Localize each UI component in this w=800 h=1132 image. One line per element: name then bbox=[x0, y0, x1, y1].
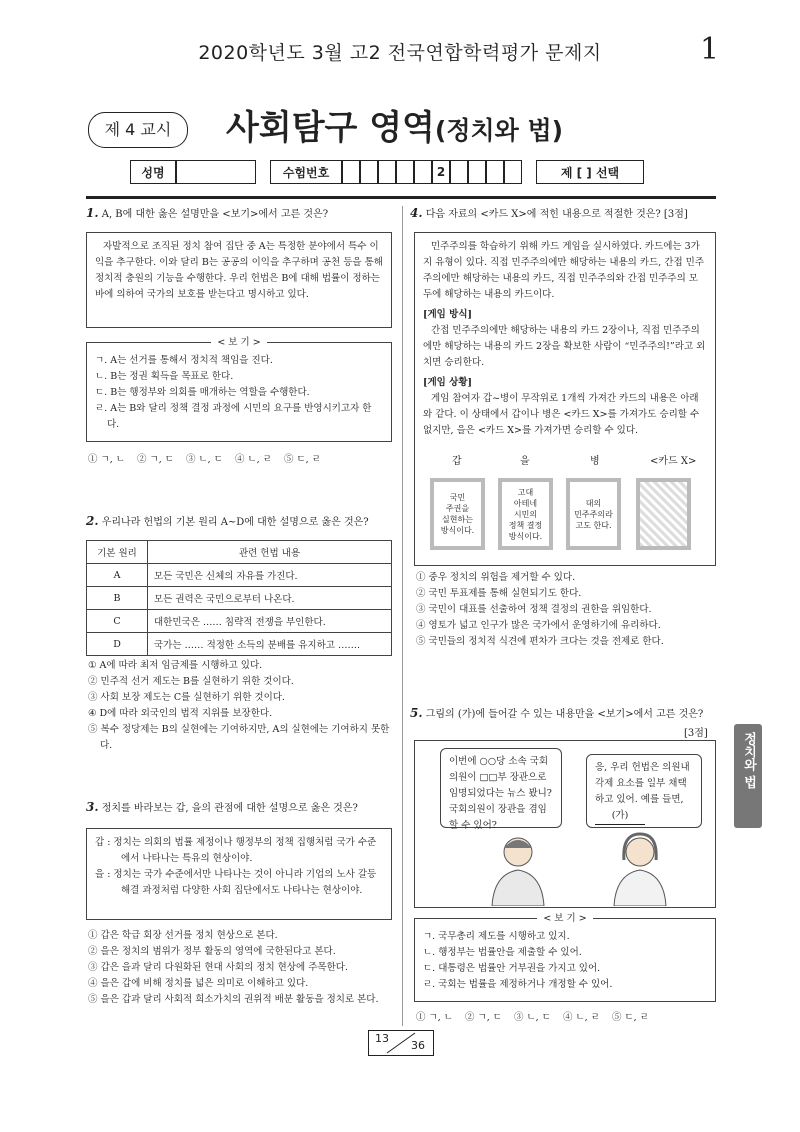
exam-no-box: 2 bbox=[432, 160, 450, 184]
blank-ga: (가) bbox=[595, 808, 645, 825]
exam-no-box[interactable] bbox=[414, 160, 432, 184]
table-row bbox=[87, 587, 392, 610]
q3-statement: 갑 : 정치는 의회의 법률 제정이나 행정부의 정책 집행처럼 국가 수준에서 나타나는 특유의 현상이야. bbox=[95, 837, 377, 864]
q5-stem bbox=[410, 706, 720, 722]
q4-options bbox=[416, 570, 718, 650]
q3-options bbox=[88, 928, 394, 1008]
q4-situation: 게임 참여자 갑~병이 무작위로 1개씩 가져간 카드의 내용은 아래와 같다. 이 상태에서 갑이나 병은 <카드 X>를 가져가도 승리할 수 없지만, 을은 <카드 X>를 가져가면 승리할 수 있다. bbox=[423, 393, 700, 436]
q2-table bbox=[86, 540, 392, 656]
q1-passage: 자발적으로 조직된 정치 참여 집단 중 A는 특정한 분야에서 특수 이익을 추구한다. 이와 달리 B는 공공의 이익을 추구하며 공천 등을 통해 정치적 충원의 기능을 수행한다. 우리 헌법은 B에 대해 법률이 정하는 바에 의하여 국가의 보호를 받는다고 명시하고 있다. bbox=[86, 232, 392, 328]
q1-bogi-label: < 보 기 > bbox=[211, 337, 266, 348]
name-field[interactable] bbox=[176, 160, 256, 184]
q5-stem-text: 그림의 (가)에 들어갈 수 있는 내용만을 <보기>에서 고른 것은? bbox=[425, 709, 704, 720]
column-divider bbox=[402, 206, 403, 1026]
card-eul: 고대 아테네 시민의 정책 결정 방식이다. bbox=[498, 478, 553, 550]
q5-bogi bbox=[414, 913, 716, 1002]
q4-rule-title: [게임 방식] bbox=[423, 309, 473, 320]
q1-options[interactable]: ① ㄱ, ㄴ ② ㄱ, ㄷ ③ ㄴ, ㄷ ④ ㄴ, ㄹ ⑤ ㄷ, ㄹ bbox=[88, 454, 321, 465]
q4-intro: 민주주의를 학습하기 위해 카드 게임을 실시하였다. 카드에는 3가지 유형이 있다. 직접 민주주의에만 해당하는 내용의 카드, 간접 민주주의에만 해당하는 내용의 카드, 직접 민주주의와 간접 민주주의 모두에 해당하는 내용의 카드이다. bbox=[423, 241, 704, 300]
table-cell: A bbox=[87, 564, 148, 587]
q1-number: 1. bbox=[86, 206, 99, 220]
option-item[interactable]: ③ 사회 보장 제도는 C를 실현하기 위한 것이다. bbox=[88, 692, 285, 703]
period-badge: 제 4 교시 bbox=[88, 112, 188, 148]
q5-bogi-item: ㄷ. 대통령은 법률안 거부권을 가지고 있어. bbox=[423, 963, 601, 974]
page-counter bbox=[368, 1030, 434, 1056]
q3-stem-text: 정치를 바라보는 갑, 을의 관점에 대한 설명으로 옳은 것은? bbox=[101, 803, 358, 814]
option-item[interactable]: ① 갑은 학급 회장 선거를 정치 현상으로 본다. bbox=[88, 930, 278, 941]
table-cell: B bbox=[87, 587, 148, 610]
q5-bogi-item: ㄹ. 국회는 법률을 제정하거나 개정할 수 있어. bbox=[423, 979, 613, 990]
exam-title: 2020학년도 3월 고2 전국연합학력평가 문제지 bbox=[198, 42, 602, 64]
q5-number: 5. bbox=[410, 706, 423, 720]
q2-number: 2. bbox=[86, 514, 99, 528]
table-cell: 모든 국민은 신체의 자유를 가진다. bbox=[148, 564, 392, 587]
q1-stem-text: A, B에 대한 옳은 설명만을 <보기>에서 고른 것은? bbox=[101, 209, 329, 220]
table-cell: 대한민국은 …… 침략적 전쟁을 부인한다. bbox=[148, 610, 392, 633]
id-row bbox=[130, 160, 644, 184]
q2-stem-text: 우리나라 헌법의 기본 원리 A~D에 대한 설명으로 옳은 것은? bbox=[101, 517, 369, 528]
speech-bubble-right bbox=[586, 754, 702, 828]
exam-no-box[interactable] bbox=[396, 160, 414, 184]
table-header-cell: 기본 원리 bbox=[87, 541, 148, 564]
people-illustration bbox=[470, 830, 700, 906]
exam-no-box[interactable] bbox=[468, 160, 486, 184]
q3-statement: 을 : 정치는 국가 수준에서만 나타나는 것이 아니라 기업의 노사 갈등 해결 과정처럼 다양한 사회 집단에서도 나타나는 현상이야. bbox=[95, 869, 377, 896]
option-item[interactable]: ⑤ 을은 갑과 달리 사회적 희소가치의 권위적 배분 활동을 정치로 본다. bbox=[88, 994, 379, 1005]
name-label: 성명 bbox=[130, 160, 176, 184]
q5-bogi-item: ㄴ. 행정부는 법률안을 제출할 수 있어. bbox=[423, 947, 582, 958]
subject-title bbox=[226, 100, 563, 149]
q3-stem bbox=[86, 800, 396, 816]
option-item[interactable]: ⑤ 복수 정당제는 B의 실현에는 기여하지만, A의 실현에는 기여하지 못한다. bbox=[88, 724, 390, 751]
table-header-cell: 관련 헌법 내용 bbox=[148, 541, 392, 564]
option-item[interactable]: ① 중우 정치의 위험을 제거할 수 있다. bbox=[416, 572, 576, 583]
card-label-gap: 갑 bbox=[452, 456, 462, 467]
table-header-row bbox=[87, 541, 392, 564]
option-item[interactable]: ② 을은 정치의 범위가 정부 활동의 영역에 국한된다고 본다. bbox=[88, 946, 336, 957]
exam-no-box[interactable] bbox=[342, 160, 360, 184]
q2-stem bbox=[86, 514, 396, 530]
q4-situation-title: [게임 상황] bbox=[423, 377, 473, 388]
card-gap: 국민 주권을 실현하는 방식이다. bbox=[430, 478, 485, 550]
side-tab-text: 정치와 법 bbox=[741, 732, 756, 789]
q4-stem bbox=[410, 206, 720, 222]
subject-main: 사회탐구 영역 bbox=[226, 108, 435, 148]
exam-no-box[interactable] bbox=[360, 160, 378, 184]
q4-stem-text: 다음 자료의 <카드 X>에 적힌 내용으로 적절한 것은? [3점] bbox=[425, 209, 688, 220]
option-item[interactable]: ③ 갑은 을과 달리 다원화된 현대 사회의 정치 현상에 주목한다. bbox=[88, 962, 348, 973]
exam-no-box[interactable] bbox=[378, 160, 396, 184]
table-row bbox=[87, 564, 392, 587]
option-item[interactable]: ④ D에 따라 외국인의 법적 지위를 보장한다. bbox=[88, 708, 273, 719]
total-pages: 36 bbox=[411, 1039, 425, 1052]
exam-no-box[interactable] bbox=[450, 160, 468, 184]
q1-bogi-item: ㄹ. A는 B와 달리 정책 결정 과정에 시민의 요구를 반영시키고자 한다. bbox=[95, 403, 372, 430]
exam-no-box[interactable] bbox=[486, 160, 504, 184]
card-label-x: <카드 X> bbox=[650, 456, 697, 467]
table-cell: 모든 권력은 국민으로부터 나온다. bbox=[148, 587, 392, 610]
q5-bogi-item: ㄱ. 국무총리 제도를 시행하고 있지. bbox=[423, 931, 570, 942]
card-x bbox=[636, 478, 691, 550]
option-item[interactable]: ① A에 따라 최저 임금제를 시행하고 있다. bbox=[88, 660, 263, 671]
header-rule bbox=[86, 196, 716, 199]
q5-points: [3점] bbox=[684, 728, 708, 739]
current-page: 13 bbox=[375, 1032, 389, 1045]
subject-sub: (정치와 법) bbox=[434, 116, 564, 145]
q1-bogi-item: ㄱ. A는 선거를 통해서 정치적 책임을 진다. bbox=[95, 355, 273, 366]
table-cell: 국가는 …… 적정한 소득의 분배를 유지하고 ……. bbox=[148, 633, 392, 656]
q3-passage bbox=[86, 828, 392, 920]
table-cell: C bbox=[87, 610, 148, 633]
card-label-eul: 을 bbox=[520, 456, 530, 467]
choice-label: 제 [ ] 선택 bbox=[536, 160, 644, 184]
q1-stem bbox=[86, 206, 396, 222]
option-item[interactable]: ⑤ 국민들의 정치적 식견에 편차가 크다는 것을 전제로 한다. bbox=[416, 636, 664, 647]
table-row bbox=[87, 633, 392, 656]
q4-number: 4. bbox=[410, 206, 423, 220]
table-row bbox=[87, 610, 392, 633]
option-item[interactable]: ② 국민 투표제를 통해 실현되기도 한다. bbox=[416, 588, 582, 599]
option-item[interactable]: ③ 국민이 대표를 선출하여 정책 결정의 권한을 위임한다. bbox=[416, 604, 652, 615]
q1-bogi-item: ㄷ. B는 행정부와 의회를 매개하는 역할을 수행한다. bbox=[95, 387, 310, 398]
table-cell: D bbox=[87, 633, 148, 656]
q1-bogi-item: ㄴ. B는 정권 획득을 목표로 한다. bbox=[95, 371, 234, 382]
q5-options[interactable]: ① ㄱ, ㄴ ② ㄱ, ㄷ ③ ㄴ, ㄷ ④ ㄴ, ㄹ ⑤ ㄷ, ㄹ bbox=[416, 1012, 649, 1023]
option-item[interactable]: ② 민주적 선거 제도는 B를 실현하기 위한 것이다. bbox=[88, 676, 294, 687]
card-byeong: 대의 민주주의라 고도 한다. bbox=[566, 478, 621, 550]
option-item[interactable]: ④ 영토가 넓고 인구가 많은 국가에서 운영하기에 유리하다. bbox=[416, 620, 661, 631]
q1-bogi bbox=[86, 337, 392, 442]
page-number: 1 bbox=[700, 32, 720, 67]
q5-bogi-label: < 보 기 > bbox=[537, 913, 592, 924]
q2-options bbox=[88, 658, 394, 754]
subject-side-tab bbox=[734, 724, 762, 828]
option-item[interactable]: ④ 을은 갑에 비해 정치를 넓은 의미로 이해하고 있다. bbox=[88, 978, 309, 989]
q4-rule: 간접 민주주의에만 해당하는 내용의 카드 2장이나, 직접 민주주의에만 해당하는 내용의 카드 2장을 확보한 사람이 “민주주의!”라고 외치면 승리한다. bbox=[423, 325, 706, 368]
exam-no-label: 수험번호 bbox=[270, 160, 342, 184]
exam-no-box[interactable] bbox=[504, 160, 522, 184]
q3-number: 3. bbox=[86, 800, 99, 814]
speech-bubble-left: 이번에 ○○당 소속 국회의원이 □□부 장관으로 임명되었다는 뉴스 봤니? 국회의원이 장관을 겸임할 수 있어? bbox=[440, 748, 562, 828]
card-label-byeong: 병 bbox=[590, 456, 600, 467]
bubble-right-text: 응, 우리 헌법은 의원내각제 요소를 일부 채택하고 있어. 예를 들면, bbox=[595, 762, 690, 805]
